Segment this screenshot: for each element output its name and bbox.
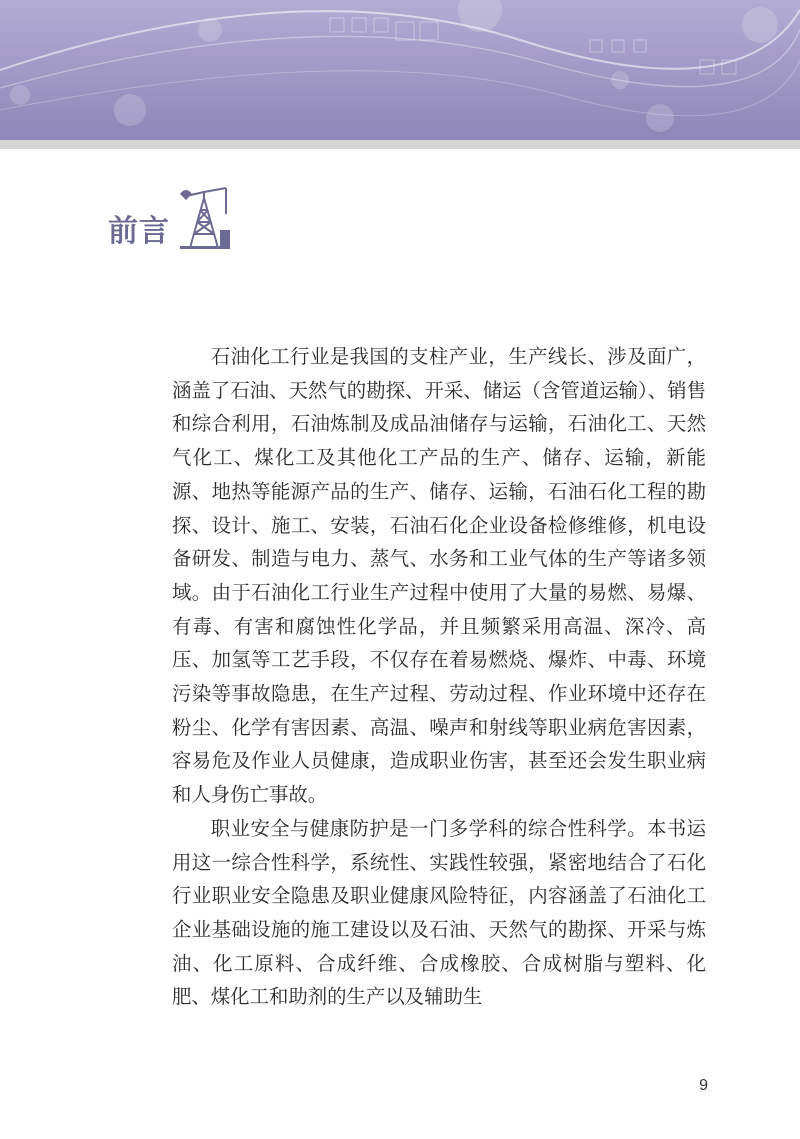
header-banner (0, 0, 800, 140)
paragraph-2: 职业安全与健康防护是一门多学科的综合性科学。本书运用这一综合性科学，系统性、实践性较强，紧密地结合了石化行业职业安全隐患及职业健康风险特征，内容涵盖了石油化工企业基础设施的施工建设以及石油、天然气的勘探、开采与炼油、化工原料、合成纤维、合成橡胶、合成树脂与塑料、化肥、煤化工和助剂的生产以及辅助生 (172, 816, 706, 1009)
banner-decoration (0, 0, 800, 140)
banner-divider (0, 140, 800, 149)
page-number: 9 (699, 1077, 708, 1094)
section-heading (108, 184, 232, 254)
body-text (172, 340, 706, 1014)
page-title: 前言 (108, 214, 170, 249)
paragraph-1: 石油化工行业是我国的支柱产业，生产线长、涉及面广，涵盖了石油、天然气的勘探、开采、储运（含管道运输）、销售和综合利用，石油炼制及成品油储存与运输，石油化工、天然气化工、煤化工及其他化工产品的生产、储存、运输，新能源、地热等能源产品的生产、储存、运输，石油石化工程的勘探、设计、施工、安装，石油石化企业设备检修维修，机电设备研发、制造与电力、蒸气、水务和工业气体的生产等诸多领域。由于石油化工行业生产过程中使用了大量的易燃、易爆、有毒、有害和腐蚀性化学品，并且频繁采用高温、深冷、高压、加氢等工艺手段，不仅存在着易燃烧、爆炸、中毒、环境污染等事故隐患，在生产过程、劳动过程、作业环境中还存在粉尘、化学有害因素、高温、噪声和射线等职业病危害因素，容易危及作业人员健康，造成职业伤害，甚至还会发生职业病和人身伤亡事故。 (172, 345, 706, 807)
oil-pump-jack-icon (176, 184, 232, 254)
